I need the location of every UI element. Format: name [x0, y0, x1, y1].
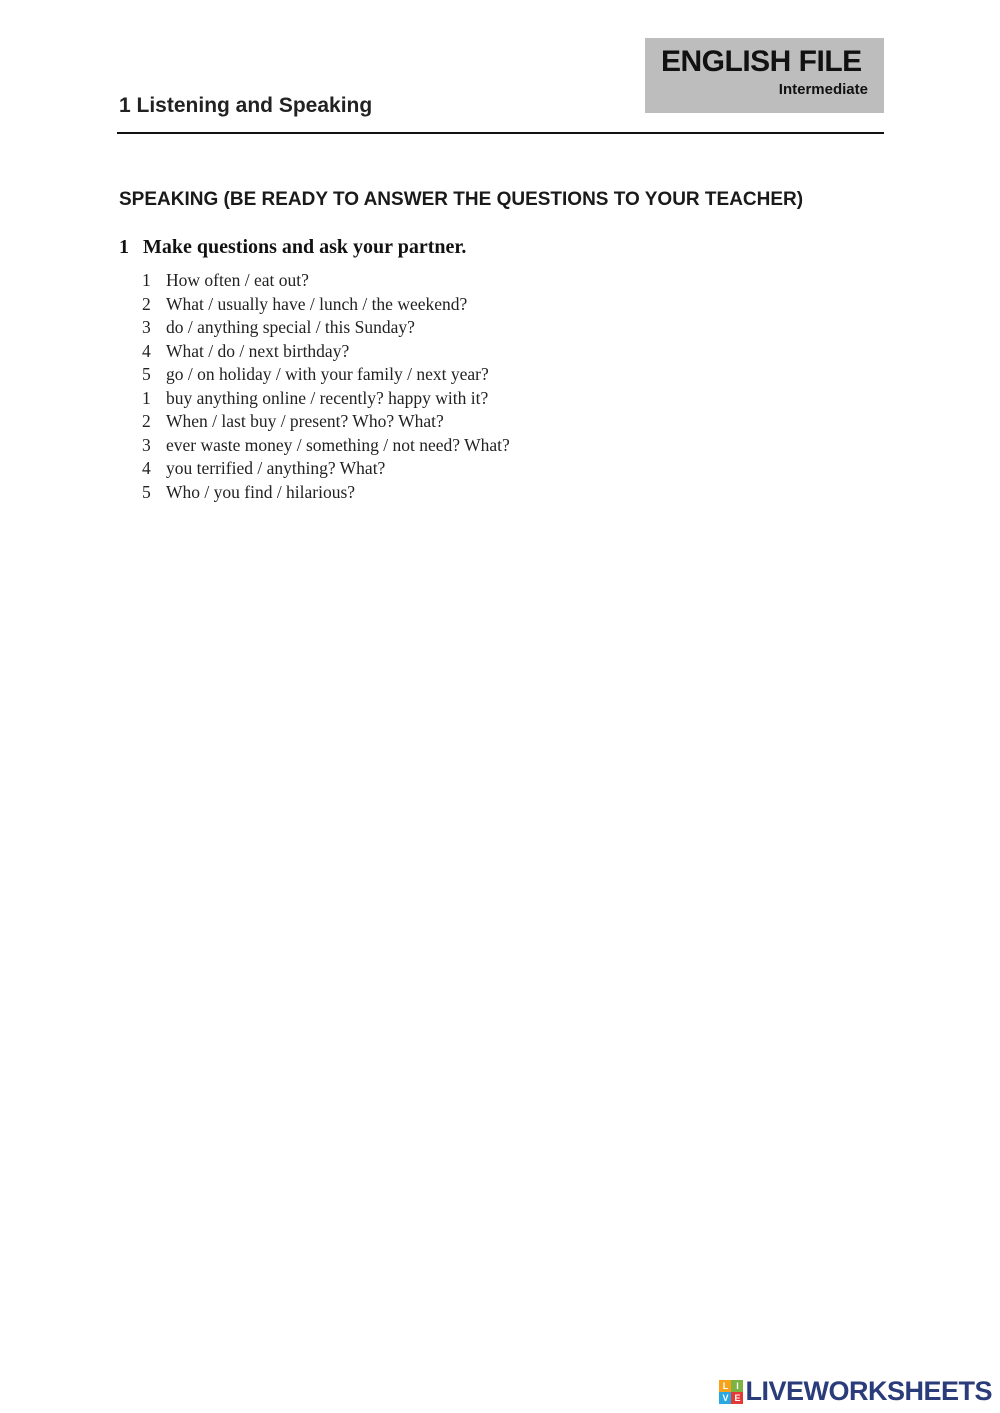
logo-main-text: ENGLISH FILE: [661, 45, 862, 78]
question-number: 5: [142, 481, 151, 502]
question-list: [142, 269, 510, 504]
question-number: 1: [142, 270, 151, 290]
question-text: ever waste money / something / not need? What?: [166, 434, 510, 455]
watermark-text: LIVEWORKSHEETS: [745, 1376, 992, 1406]
logo-level-text: Intermediate: [778, 81, 868, 98]
question-text: you terrified / anything? What?: [166, 458, 386, 478]
list-item: [142, 340, 510, 364]
exercise-instruction: [119, 236, 466, 259]
question-number: 5: [142, 364, 151, 384]
list-item: [142, 363, 510, 387]
list-item: [142, 387, 510, 411]
question-number: 4: [142, 340, 151, 361]
list-item: [142, 269, 510, 293]
question-number: 2: [142, 293, 151, 314]
question-number: 3: [142, 317, 151, 337]
exercise-number: 1: [119, 236, 129, 258]
liveworksheets-watermark: [719, 1378, 992, 1405]
unit-title: 1 Listening and Speaking: [119, 94, 373, 117]
list-item: [142, 293, 510, 317]
liveworksheets-logo-icon: [719, 1380, 743, 1404]
list-item: [142, 410, 510, 434]
logo-letter-l: L: [719, 1380, 731, 1392]
list-item: [142, 316, 510, 340]
question-text: go / on holiday / with your family / next year?: [166, 364, 489, 384]
list-item: [142, 457, 510, 481]
logo-letter-v: V: [719, 1392, 731, 1404]
question-text: buy anything online / recently? happy with it?: [166, 387, 489, 408]
list-item: [142, 481, 510, 505]
english-file-logo: [645, 38, 884, 113]
question-text: When / last buy / present? Who? What?: [166, 411, 444, 431]
question-text: How often / eat out?: [166, 270, 309, 290]
question-number: 1: [142, 387, 151, 408]
logo-letter-i: I: [731, 1380, 743, 1392]
question-text: Who / you find / hilarious?: [166, 481, 356, 502]
page-header: [117, 38, 884, 134]
question-number: 2: [142, 411, 151, 431]
list-item: [142, 434, 510, 458]
question-number: 4: [142, 458, 151, 478]
question-number: 3: [142, 434, 151, 455]
logo-letter-e: E: [731, 1392, 743, 1404]
exercise-instruction-text: Make questions and ask your partner.: [143, 236, 467, 258]
question-text: What / do / next birthday?: [166, 340, 350, 361]
section-heading: SPEAKING (BE READY TO ANSWER THE QUESTIONS TO YOUR TEACHER): [119, 189, 804, 210]
question-text: What / usually have / lunch / the weekend?: [166, 293, 468, 314]
question-text: do / anything special / this Sunday?: [166, 317, 415, 337]
